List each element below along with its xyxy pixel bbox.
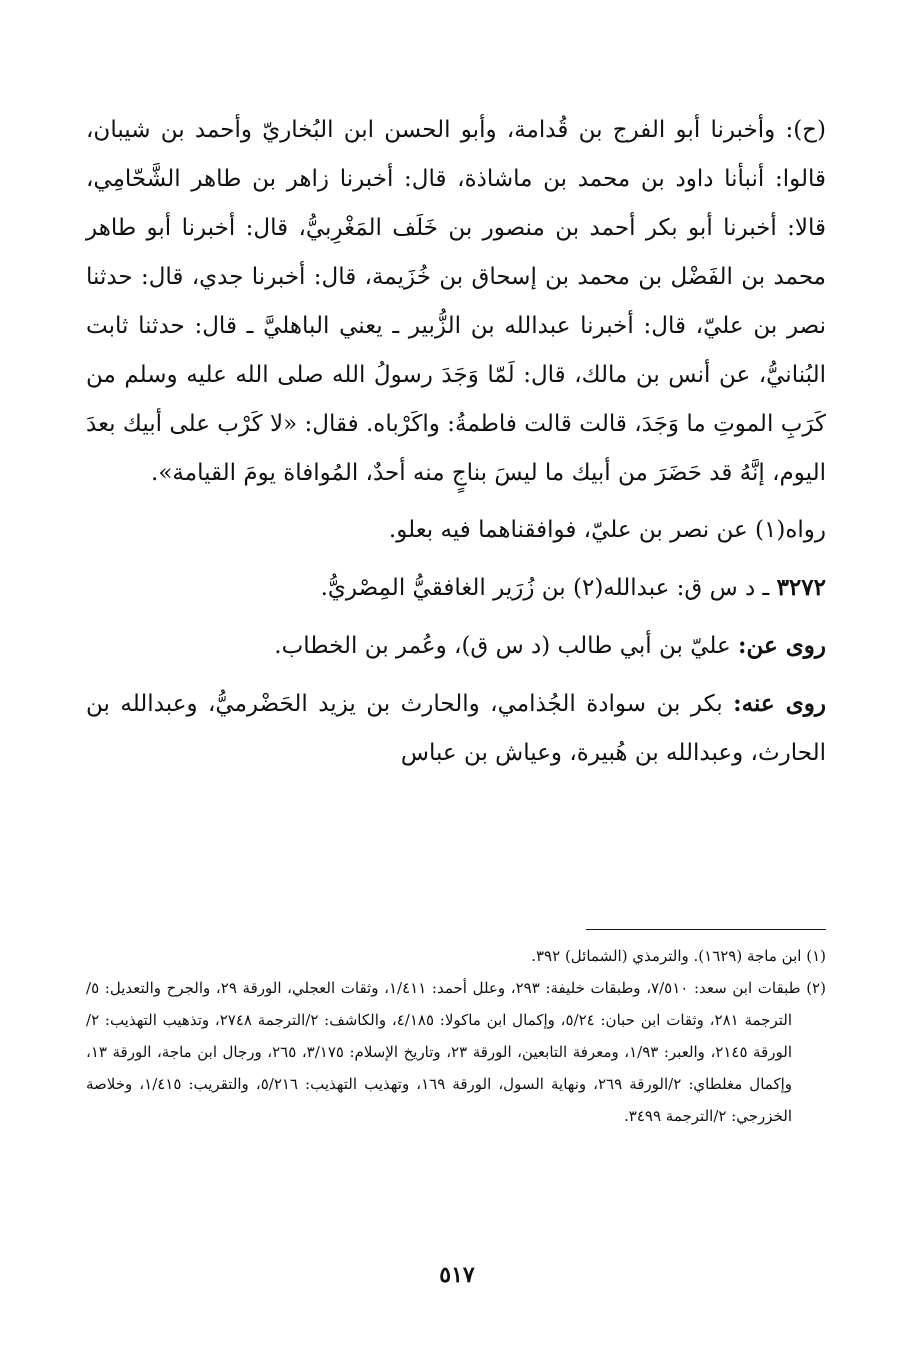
footnote-2: (٢) طبقات ابن سعد: ٧/٥١٠، وطبقات خليفة: ٢٩٣، وعلل أحمد: ١/٤١١، وثقات العجلي، الورقة ٢٩، والجرح والتعديل: ٥/الترجمة ٢٨١، وثقات ابن حبان: ٥/٢٤، وإكمال ابن ماكولا: ٤/١٨٥، والكاشف: ٢/الترجمة ٢٧٤٨، وتذهيب التهذيب: ٢/الورقة ٢١٤٥، والعبر: ١/٩٣، ومعرفة التابعين، الورقة ٢٣، وتاريخ الإسلام: ٣/١٧٥، ٢٦٥، ورجال ابن ماجة، الورقة ١٣، وإكمال مغلطاي: ٢/الورقة ٢٦٩، ونهاية السول، الورقة ١٦٩، وتهذيب التهذيب: ٥/٢١٦، والتقريب: ١/٤١٥، وخلاصة الخزرجي: ٢/الترجمة ٣٤٩٩.	[86, 979, 826, 1125]
main-text	[86, 106, 826, 778]
entry-title: ـ د س ق: عبدالله(٢) بن زُرَير الغافقيُّ المِصْريُّ.	[320, 575, 770, 601]
footnotes	[86, 940, 826, 1132]
narrated-by	[86, 679, 826, 778]
narrated-by-text: بكر بن سوادة الجُذامي، والحارث بن يزيد الحَضْرميُّ، وعبدالله بن الحارث، وعبدالله بن هُبيرة، وعياش بن عباس	[86, 691, 826, 766]
narration-note: رواه(١) عن نصر بن عليّ، فوافقناهما فيه بعلو.	[388, 517, 826, 543]
entry-heading	[86, 563, 826, 613]
page-number: ٥١٧	[439, 1262, 475, 1288]
narrated-from-label: روى عن:	[738, 632, 826, 659]
entry-number: ٣٢٧٢	[776, 574, 826, 601]
footnote-1: (١) ابن ماجة (١٦٢٩). والترمذي (الشمائل) ٣٩٢.	[531, 947, 826, 965]
footnote-divider	[586, 929, 826, 930]
narrated-from	[86, 621, 826, 671]
hadith-paragraph: (ح): وأخبرنا أبو الفرج بن قُدامة، وأبو الحسن ابن البُخاريّ وأحمد بن شيبان، قالوا: أنبأنا داود بن محمد بن ماشاذة، قال: أخبرنا زاهر بن طاهر الشَّحّامِي، قالا: أخبرنا أبو بكر أحمد بن منصور بن خَلَف المَغْرِبيُّ، قال: أخبرنا أبو طاهر محمد بن الفَضْل بن محمد بن إسحاق بن خُزَيمة، قال: أخبرنا جدي، قال: حدثنا نصر بن عليّ، قال: أخبرنا عبدالله بن الزُّبير ـ يعني الباهليَّ ـ قال: حدثنا ثابت البُنانيُّ، عن أنس بن مالك، قال: لَمّا وَجَدَ رسولُ الله صلى الله عليه وسلم من كَرَبِ الموتِ ما وَجَدَ، قالت قالت فاطمةُ: واكَرْباه. فقال: «لا كَرْب على أبيك بعدَ اليوم، إنَّهُ قد حَضَرَ من أبيك ما ليسَ بناجٍ منه أحدٌ، المُوافاة يومَ القيامة».	[86, 117, 826, 486]
narrated-by-label: روى عنه:	[733, 690, 826, 717]
narrated-from-text: عليّ بن أبي طالب (د س ق)، وعُمر بن الخطاب.	[274, 633, 731, 659]
